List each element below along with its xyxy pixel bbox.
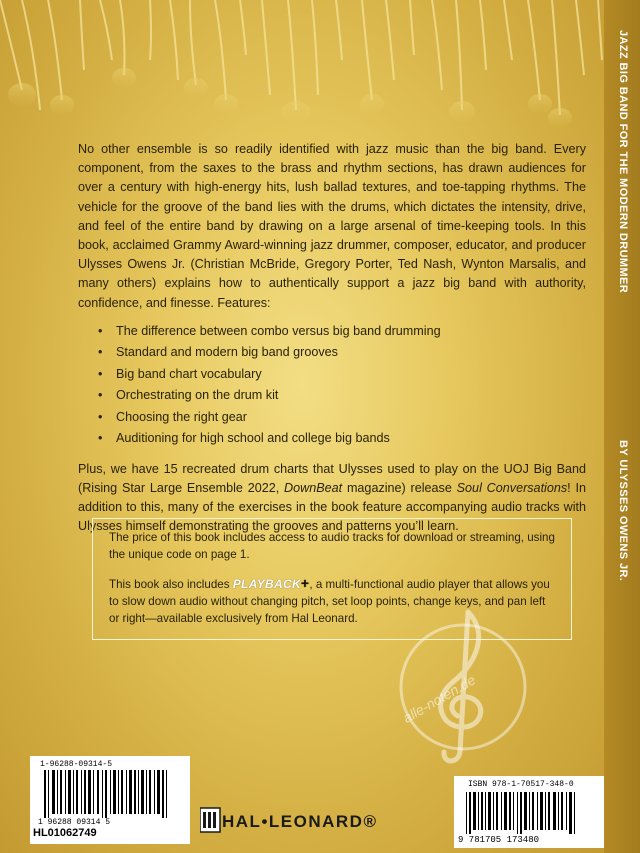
downbeat-title: DownBeat (284, 481, 343, 496)
feature-item: • Auditioning for high school and college big bands (98, 428, 586, 450)
playback-intro: This book also includes (109, 578, 233, 591)
feature-item: • Choosing the right gear (98, 407, 586, 429)
upc-digits: 1 96288 09314 5 (38, 818, 111, 827)
playback-description: , a multi-functional audio player that allows you to slow down audio without changing pitch, set loop points, change keys, and pan left or right—available exclusively from Hal Leonard. (109, 578, 550, 625)
isbn-number: ISBN 978-1-70517-348-0 (468, 780, 574, 789)
feature-item: • The difference between combo versus big band drumming (98, 321, 586, 343)
playback-plus-icon: + (300, 575, 310, 591)
watermark-text: alle-noten.de (400, 671, 479, 726)
closing-text: Plus, we have 15 recreated drum charts that Ulysses used to play on the UOJ Big Band (Rising Star Large Ensemble 2022, (78, 461, 586, 496)
playback-word: PLAYBACK (232, 577, 301, 591)
intro-paragraph: No other ensemble is so readily identified with jazz music than the big band. Every component, from the saxes to the brass and rhythm sections, has drawn audiences for over a century with high-energy hits, lush ballad textures, and toe-tapping rhythms. The vehicle for the groove of the band lies with the drums, which dictates the intensity, drive, and feel of the entire band by drawing on a large arsenal of time-keeping tools. In this book, acclaimed Grammy Award-winning jazz drummer, composer, educator, and producer Ulysses Owens Jr. (Christian McBride, Gregory Porter, Ted Nash, Wynton Marsalis, and many others) explains how to authentically support a jazz big band with authority, confidence, and finesse. Features: (78, 142, 586, 310)
publisher-name: HAL•LEONARD® (222, 812, 378, 831)
closing-text: magazine) release (342, 481, 457, 496)
feature-item: • Standard and modern big band grooves (98, 342, 586, 364)
closing-text: ! In addition to this, many of the exercises in the book feature accompanying audio tracks with Ulysses himself demonstrating the grooves and patterns you’ll learn. (78, 481, 586, 534)
upc-number: 1-96288-09314-5 (40, 760, 113, 769)
description (78, 140, 586, 537)
spine-title: JAZZ BIG BAND FOR THE MODERN DRUMMER (617, 30, 629, 294)
isbn-digits: 9 781705 173480 (458, 835, 540, 845)
feature-item: • Orchestrating on the drum kit (98, 385, 586, 407)
feature-list (78, 321, 586, 450)
feature-item: • Big band chart vocabulary (98, 364, 586, 386)
audio-access-text: The price of this book includes access to audio tracks for download or streaming, using the unique code on page 1. (109, 531, 555, 561)
product-code: HL01062749 (33, 827, 97, 839)
album-title: Soul Conversations (456, 481, 568, 496)
playback-logo (233, 575, 310, 593)
art-deco-fan-pattern (0, 0, 604, 140)
spine-author: BY ULYSSES OWENS JR. (617, 440, 629, 582)
